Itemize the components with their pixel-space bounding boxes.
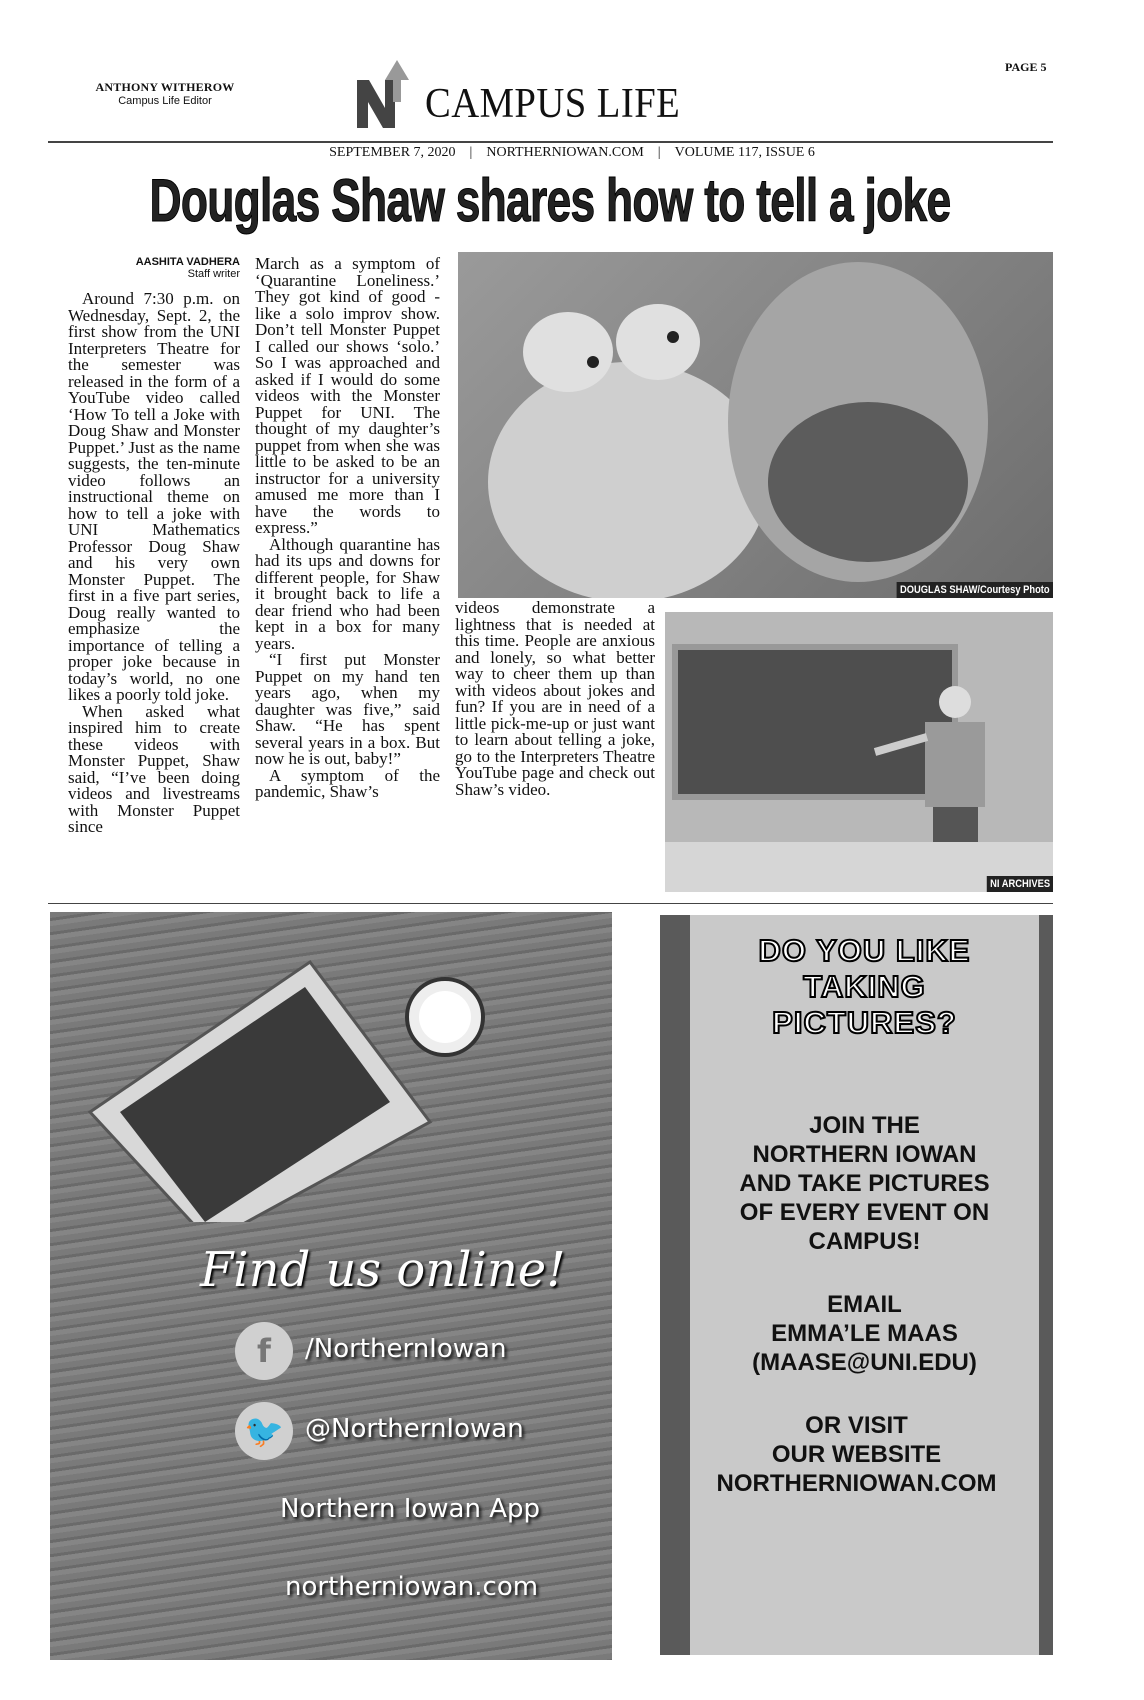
body-line: CAMPUS! xyxy=(808,1228,921,1255)
website-link[interactable]: northerniowan.com xyxy=(285,1572,539,1602)
northern-iowan-logo-icon xyxy=(355,58,415,130)
paragraph: videos demonstrate a lightness that is needed at this time. People are anxious and lonely, so what better way to cheer them up than with videos about jokes and fun? If you are in need of a little pick-me-up or just want to learn about telling a joke, go to the Interpreters Theatre YouTube page and check out Shaw’s video. xyxy=(455,598,655,799)
paragraph: “I first put Monster Puppet on my hand ten years ago, when my daughter was five,” said Shaw. “He has spent several years in a box. But now he is out, baby!” xyxy=(255,650,440,768)
body-line: NORTHERN IOWAN xyxy=(752,1141,977,1168)
app-name[interactable]: Northern Iowan App xyxy=(280,1494,540,1524)
headline-line: PICTURES? xyxy=(772,1005,957,1040)
author-role: Staff writer xyxy=(187,268,240,280)
website: NORTHERNIOWAN.COM xyxy=(486,145,644,160)
header-rule xyxy=(48,141,1053,143)
paragraph: A symptom of the pandemic, Shaw’s xyxy=(255,765,440,801)
twitter-icon[interactable]: 🐦 xyxy=(235,1402,293,1460)
visit-line: OUR WEBSITE xyxy=(771,1441,942,1468)
photo-shaw-with-puppet xyxy=(458,252,1053,598)
editor-credit xyxy=(70,80,260,107)
editor-name: ANTHONY WITHEROW xyxy=(95,80,235,94)
paragraph: When asked what inspired him to create these videos with Monster Puppet, Shaw said, “I’ve been doing videos and livestreams with Monster Puppet since xyxy=(68,701,240,836)
section-rule xyxy=(48,903,1053,904)
ad-email xyxy=(690,1290,1039,1377)
body-line: JOIN THE xyxy=(809,1112,920,1139)
puppet-photo-image xyxy=(458,252,1053,598)
photo-shaw-at-chalkboard xyxy=(665,612,1053,892)
issue-date: SEPTEMBER 7, 2020 xyxy=(329,145,456,160)
byline xyxy=(68,256,240,280)
contact-name: EMMA’LE MAAS xyxy=(771,1320,958,1347)
section-title: CAMPUS LIFE xyxy=(425,81,681,127)
headline-line: TAKING xyxy=(803,969,926,1004)
laptop-icon xyxy=(60,922,440,1222)
article-column-2 xyxy=(255,256,440,801)
ad-headline xyxy=(690,933,1039,1041)
ad-visit xyxy=(660,1411,1053,1498)
ad-body xyxy=(690,1111,1039,1256)
email-line: EMAIL xyxy=(827,1291,902,1318)
coffee-cup-icon xyxy=(400,972,490,1062)
dateline: SEPTEMBER 7, 2020 | NORTHERNIOWAN.COM | VOLUME 117, ISSUE 6 xyxy=(329,145,815,160)
chalkboard-photo-image xyxy=(665,612,1053,892)
author-name: AASHITA VADHERA xyxy=(135,256,240,268)
find-us-online-ad xyxy=(50,912,612,1660)
ad-title: Find us online! xyxy=(200,1242,566,1298)
visit-line: OR VISIT xyxy=(805,1412,908,1439)
body-line: OF EVERY EVENT ON xyxy=(739,1199,990,1226)
headline: Douglas Shaw shares how to tell a joke xyxy=(149,167,951,234)
volume-issue: VOLUME 117, ISSUE 6 xyxy=(674,145,815,160)
photo-credit: NI ARCHIVES xyxy=(986,876,1053,892)
photo-credit: DOUGLAS SHAW/Courtesy Photo xyxy=(897,582,1053,598)
website-link[interactable]: NORTHERNIOWAN.COM xyxy=(716,1470,997,1497)
body-line: AND TAKE PICTURES xyxy=(739,1170,990,1197)
paragraph: March as a symptom of ‘Quarantine Loneliness.’ They got kind of good - like a solo improv show. Don’t tell Monster Puppet I called our shows ‘solo.’ So I was approached and asked if I would do some videos with the Monster Puppet for UNI. The thought of my daughter’s puppet from when she was little to be asked to be an instructor for a university amused me more than I have the words to express.” xyxy=(255,254,440,537)
paragraph: Although quarantine has had its ups and downs for different people, for Shaw it brought back to life a dear friend who had been kept in a box for many years. xyxy=(255,534,440,653)
editor-title: Campus Life Editor xyxy=(118,95,212,107)
facebook-icon[interactable]: f xyxy=(235,1322,293,1380)
facebook-handle[interactable]: /NorthernIowan xyxy=(305,1334,507,1364)
headline-line: DO YOU LIKE xyxy=(758,933,971,968)
page-number: PAGE 5 xyxy=(1005,60,1047,74)
twitter-handle[interactable]: @NorthernIowan xyxy=(305,1414,524,1444)
contact-email[interactable]: (MAASE@UNI.EDU) xyxy=(752,1349,977,1376)
article-column-1 xyxy=(68,291,240,836)
article-column-3 xyxy=(455,600,655,798)
paragraph: Around 7:30 p.m. on Wednesday, Sept. 2, the first show from the UNI Interpreters Theatre for the semester was released in the form of a YouTube video called ‘How To tell a Joke with Doug Shaw and Monster Puppet.’ Just as the name suggests, the ten-minute video follows an instructional theme on how to tell a joke with UNI Mathematics Professor Doug Shaw and his very own Monster Puppet. The first in a five part series, Doug really wanted to emphasize the importance of telling a proper joke because in today’s world, no one likes a poorly told joke. xyxy=(68,289,240,704)
photographer-recruitment-ad xyxy=(660,915,1053,1655)
